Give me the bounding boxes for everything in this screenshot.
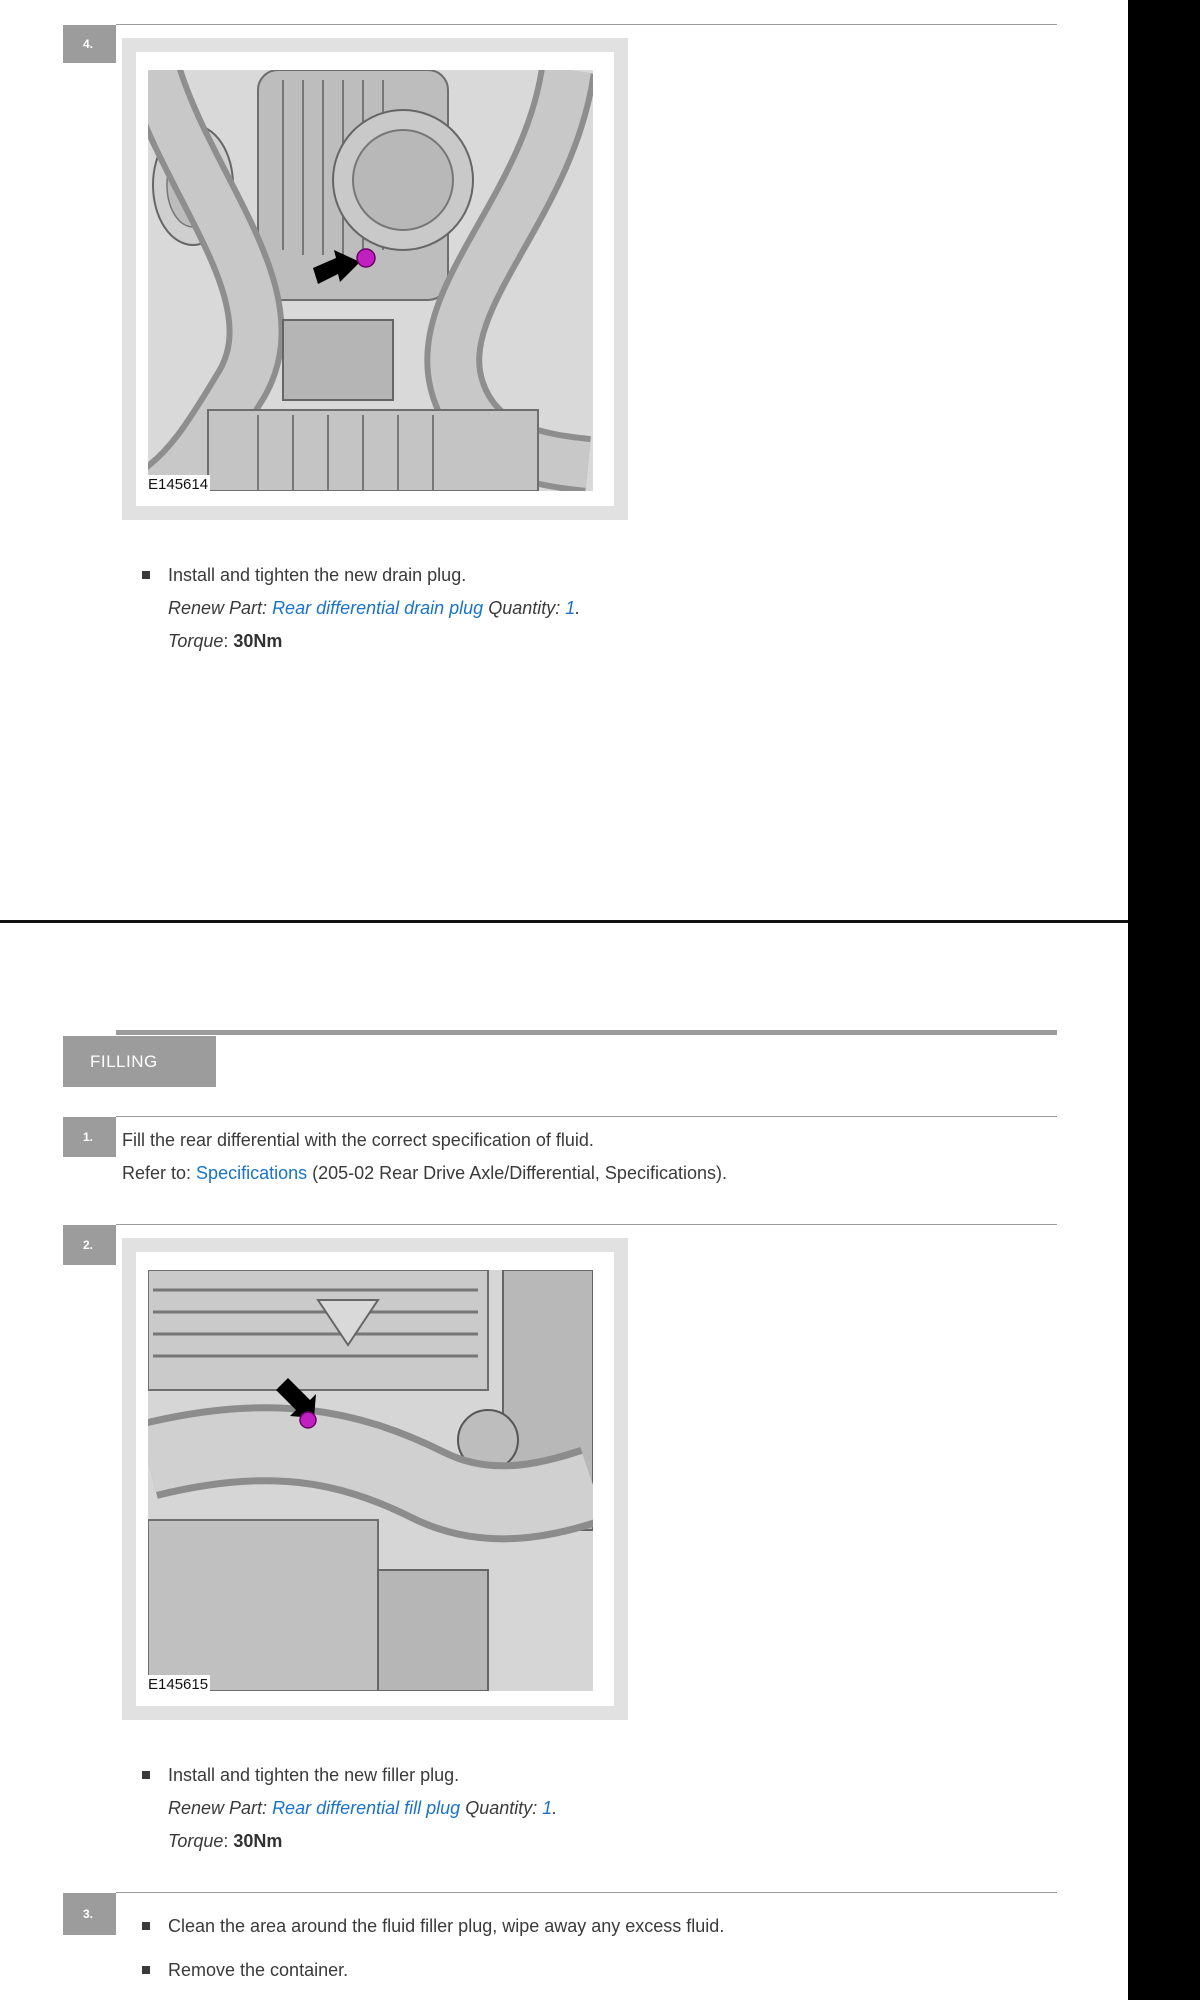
torque-value: 30Nm: [233, 631, 283, 651]
drain-plug-illustration: [148, 70, 593, 491]
figure-reference: E145615: [148, 1676, 209, 1693]
filler-plug-illustration: [148, 1270, 593, 1691]
renew-part-link[interactable]: Rear differential drain plug: [272, 598, 484, 618]
figure-reference: E145614: [148, 476, 209, 493]
section-rule: [116, 1030, 1057, 1035]
quantity-label: Quantity:: [488, 598, 561, 618]
specifications-link[interactable]: Specifications: [196, 1163, 308, 1183]
instruction-text: Remove the container.: [168, 1960, 349, 1980]
step-1-text: Fill the rear differential with the correct specification of fluid.: [122, 1130, 594, 1150]
quantity-value[interactable]: 1: [542, 1798, 553, 1818]
torque-label: Torque: [168, 1831, 224, 1851]
step-4-number: 4.: [63, 25, 116, 63]
page-divider: [0, 920, 1128, 923]
bullet-icon: [142, 1922, 150, 1930]
instruction-text: Install and tighten the new filler plug.: [168, 1765, 460, 1785]
refer-detail: (205-02 Rear Drive Axle/Differential, Specifications).: [312, 1163, 727, 1183]
step-4-rule: [116, 24, 1057, 25]
right-edge-bar: [1128, 0, 1200, 2000]
quantity-label: Quantity:: [465, 1798, 538, 1818]
torque-label: Torque: [168, 631, 224, 651]
step-3-number: 3.: [63, 1893, 116, 1935]
bullet-icon: [142, 1966, 150, 1974]
renew-part-line: Renew Part: Rear differential fill plug Quantity: 1.: [168, 1798, 558, 1818]
torque-line: Torque: 30Nm: [168, 631, 283, 651]
torque-line: Torque: 30Nm: [168, 1831, 283, 1851]
step-2-rule: [116, 1224, 1057, 1225]
step-3-rule: [116, 1892, 1057, 1893]
bullet-icon: [142, 571, 150, 579]
refer-label: Refer to:: [122, 1163, 192, 1183]
torque-value: 30Nm: [233, 1831, 283, 1851]
renew-part-link[interactable]: Rear differential fill plug: [272, 1798, 461, 1818]
renew-part-label: Renew Part:: [168, 1798, 268, 1818]
instruction-text: Clean the area around the fluid filler plug, wipe away any excess fluid.: [168, 1916, 725, 1936]
bullet-icon: [142, 1771, 150, 1779]
step-2-number: 2.: [63, 1225, 116, 1265]
step-1-number: 1.: [63, 1117, 116, 1157]
figure-e145614: [122, 38, 628, 520]
renew-part-label: Renew Part:: [168, 598, 268, 618]
figure-e145615: [122, 1238, 628, 1720]
instruction-text: Install and tighten the new drain plug.: [168, 565, 467, 585]
renew-part-line: Renew Part: Rear differential drain plug Quantity: 1.: [168, 598, 581, 618]
step-1-rule: [116, 1116, 1057, 1117]
section-title: FILLING: [63, 1036, 216, 1087]
quantity-value[interactable]: 1: [565, 598, 576, 618]
refer-line: [122, 1163, 727, 1184]
